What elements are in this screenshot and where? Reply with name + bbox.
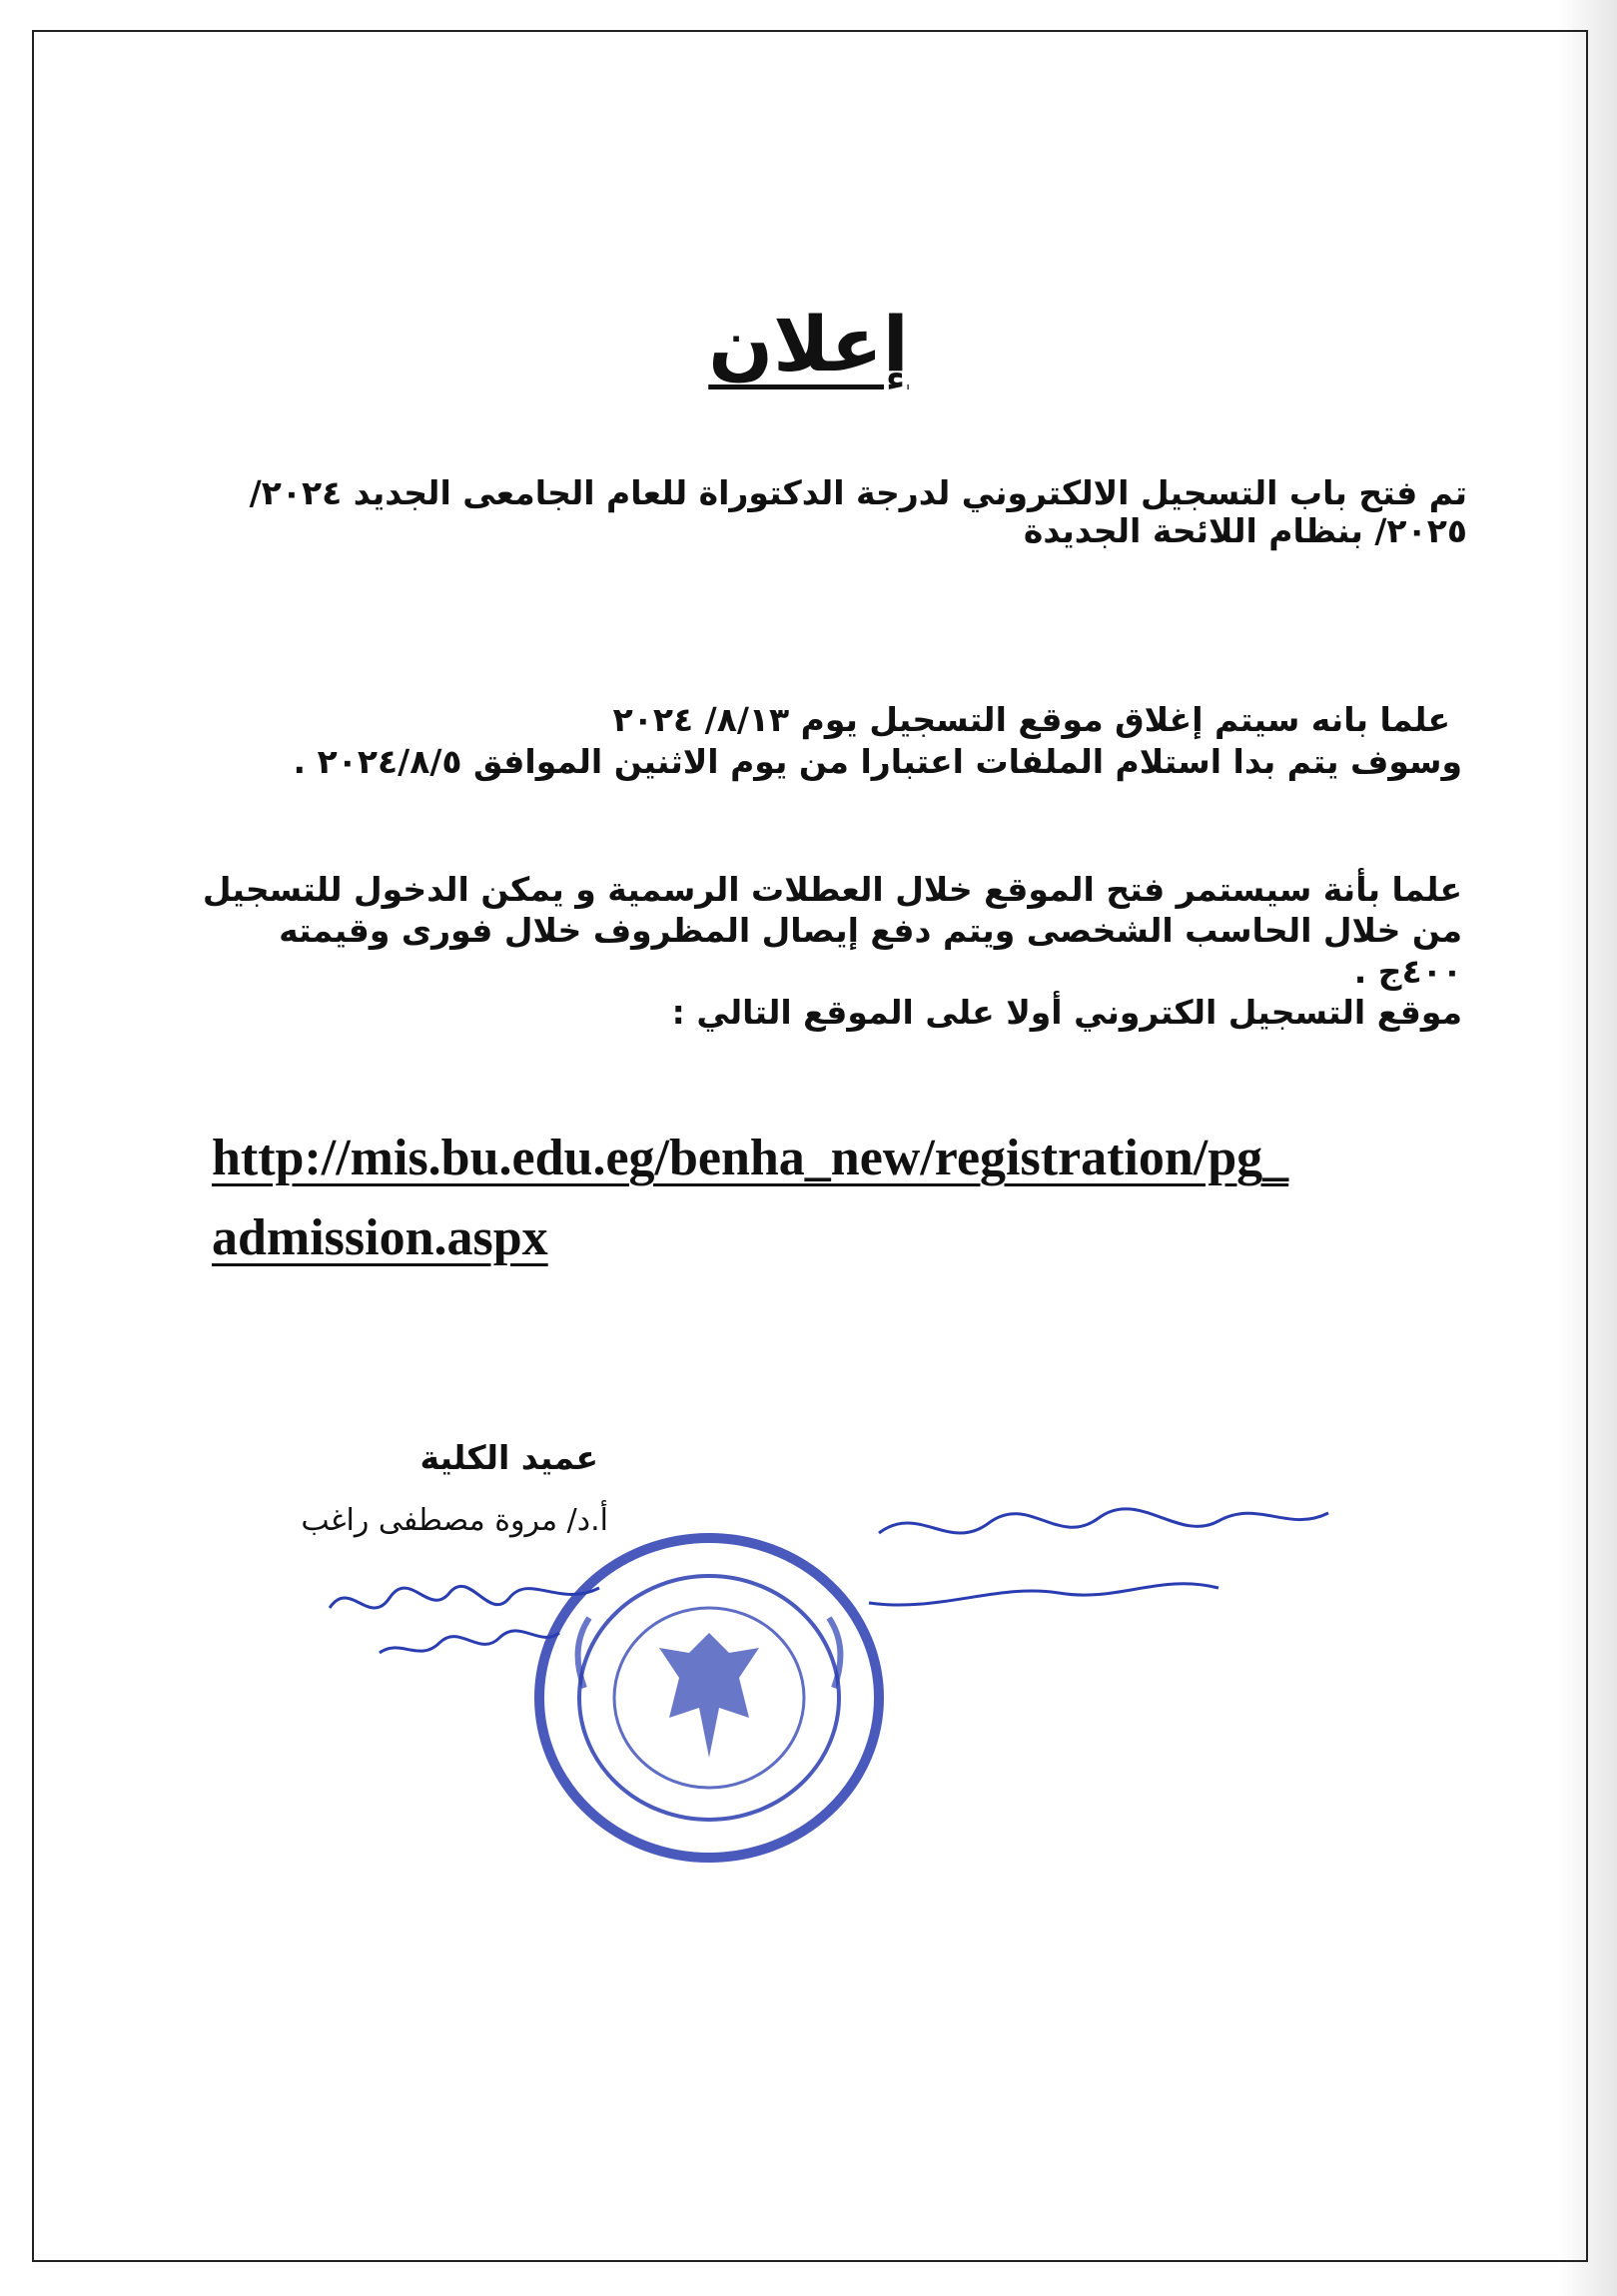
website-line-2: من خلال الحاسب الشخصى ويتم دفع إيصال المظروف خلال فورى وقيمته [279, 911, 1462, 950]
closing-line-2: وسوف يتم بدا استلام الملفات اعتبارا من يوم الاثنين الموافق ٢٠٢٤/٨/٥ . [293, 742, 1462, 781]
dean-name: أ.د/ مروة مصطفى راغب [301, 1503, 608, 1538]
registration-url-line-1[interactable]: http://mis.bu.edu.eg/benha_new/registration/pg_ [212, 1130, 1289, 1186]
website-line-1: علما بأنة سيستمر فتح الموقع خلال العطلات الرسمية و يمكن الدخول للتسجيل [202, 870, 1462, 909]
intro-line-1: تم فتح باب التسجيل الالكتروني لدرجة الدكتوراة للعام الجامعى الجديد ٢٠٢٤/ [249, 473, 1467, 512]
registration-url[interactable] [212, 1119, 1470, 1278]
closing-line-1: علما بانه سيتم إغلاق موقع التسجيل يوم ٨/١٣/ ٢٠٢٤ [612, 700, 1450, 739]
announcement-title-text: إعلان [708, 300, 909, 388]
dean-signature-block [301, 1438, 608, 1538]
dean-title: عميد الكلية [419, 1438, 598, 1477]
website-line-4: موقع التسجيل الكتروني أولا على الموقع التالي : [671, 993, 1462, 1032]
intro-line-2: ٢٠٢٥/ بنظام اللائحة الجديدة [1023, 511, 1467, 550]
closing-paragraph [294, 699, 1462, 783]
website-line-3: ٤٠٠ج . [1353, 952, 1462, 991]
dean-handwritten-signature [320, 1568, 619, 1678]
announcement-title [0, 300, 1617, 388]
registration-url-line-2[interactable]: admission.aspx [212, 1209, 548, 1266]
website-paragraph [203, 869, 1462, 1033]
intro-paragraph [250, 474, 1467, 550]
supervisor-handwritten-note [859, 1503, 1358, 1633]
